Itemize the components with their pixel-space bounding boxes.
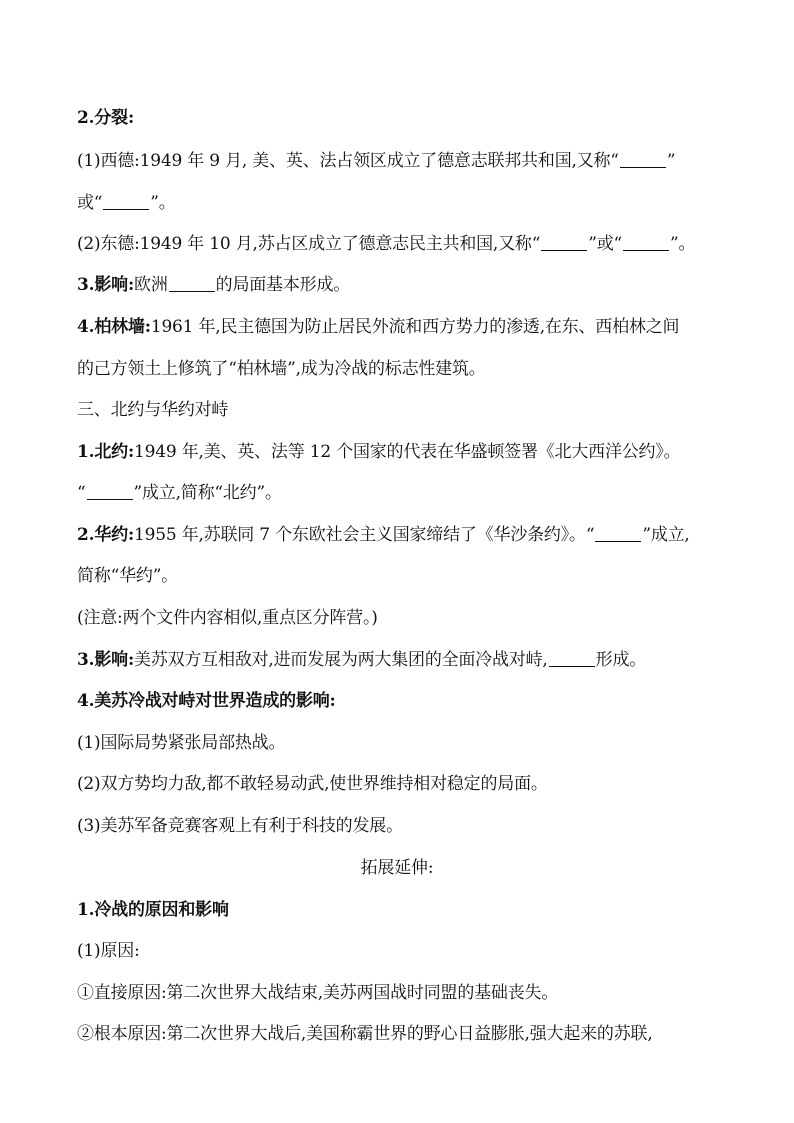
text: 或“ xyxy=(77,193,103,213)
fill-blank xyxy=(87,484,133,500)
heading-world-impact xyxy=(77,689,336,713)
section-heading-nato-warsaw xyxy=(77,398,228,422)
fill-blank xyxy=(549,651,595,667)
label: 3.影响: xyxy=(77,650,135,670)
list-item-3 xyxy=(77,814,403,838)
text: 的局面基本形成。 xyxy=(215,275,351,295)
text: 三、北约与华约对峙 xyxy=(77,400,229,420)
note xyxy=(77,606,378,630)
extension-heading xyxy=(0,856,794,880)
text: ”。 xyxy=(150,193,176,213)
label: 4.柏林墙: xyxy=(77,317,151,337)
text: 形成。 xyxy=(595,650,647,670)
paragraph-west-germany xyxy=(77,149,675,173)
heading-text: 1.冷战的原因和影响 xyxy=(77,900,229,920)
text: (1)国际局势紧张局部热战。 xyxy=(77,733,286,753)
label: 1.北约: xyxy=(77,442,135,462)
paragraph-west-germany-cont xyxy=(77,191,176,215)
text: (2)双方势均力敌,都不敢轻易动武,使世界维持相对稳定的局面。 xyxy=(77,774,548,794)
text: (2)东德:1949 年 10 月,苏占区成立了德意志民主共和国,又称“ xyxy=(77,234,541,254)
fill-blank xyxy=(541,235,587,251)
text: ”或“ xyxy=(588,234,623,254)
text: (注意:两个文件内容相似,重点区分阵营。) xyxy=(77,608,378,628)
text: “ xyxy=(77,483,86,503)
text: 简称“华约”。 xyxy=(77,566,178,586)
fill-blank xyxy=(103,194,149,210)
text: 美苏双方互相敌对,进而发展为两大集团的全面冷战对峙, xyxy=(134,650,548,670)
fill-blank xyxy=(620,152,666,168)
text: 1955 年,苏联同 7 个东欧社会主义国家缔结了《华沙条约》。“ xyxy=(134,525,595,545)
heading-cold-war-causes xyxy=(77,898,229,922)
text: (1)西德:1949 年 9 月, 美、英、法占领区成立了德意志联邦共和国,又称“ xyxy=(77,151,619,171)
paragraph-nato-cont xyxy=(77,481,282,505)
paragraph-nato xyxy=(77,440,680,464)
heading-text: 2.分裂: xyxy=(77,108,135,128)
cause-root xyxy=(77,1022,653,1046)
text: ”。 xyxy=(670,234,696,254)
label: 2.华约: xyxy=(77,525,135,545)
fill-blank xyxy=(595,526,641,542)
paragraph-influence-2 xyxy=(77,648,646,672)
text: 1961 年,民主德国为防止居民外流和西方势力的渗透,在东、西柏林之间 xyxy=(150,317,680,337)
paragraph-influence xyxy=(77,273,350,297)
text: 的己方领土上修筑了“柏林墙”,成为冷战的标志性建筑。 xyxy=(77,359,486,379)
cause-direct xyxy=(77,981,558,1005)
text: ②根本原因:第二次世界大战后,美国称霸世界的野心日益膨胀,强大起来的苏联, xyxy=(77,1024,653,1044)
fill-blank xyxy=(623,235,669,251)
paragraph-berlin-wall-cont xyxy=(77,357,486,381)
text: (1)原因: xyxy=(77,941,140,961)
list-item-2 xyxy=(77,772,548,796)
paragraph-berlin-wall xyxy=(77,315,679,339)
section-heading-split xyxy=(77,106,134,130)
list-item-1 xyxy=(77,731,285,755)
label: 3.影响: xyxy=(77,275,135,295)
text: ”成立,简称“北约”。 xyxy=(133,483,282,503)
text: ” xyxy=(666,151,676,171)
text: 欧洲 xyxy=(134,275,168,295)
text: ”成立, xyxy=(642,525,690,545)
text: 1949 年,美、英、法等 12 个国家的代表在华盛顿签署《北大西洋公约》。 xyxy=(134,442,681,462)
paragraph-warsaw xyxy=(77,523,690,547)
subheading-causes xyxy=(77,939,140,963)
paragraph-warsaw-cont xyxy=(77,564,178,588)
fill-blank xyxy=(169,276,215,292)
text: (3)美苏军备竞赛客观上有利于科技的发展。 xyxy=(77,816,403,836)
paragraph-east-germany xyxy=(77,232,695,256)
text: ①直接原因:第二次世界大战结束,美苏两国战时同盟的基础丧失。 xyxy=(77,983,559,1003)
heading-text: 4.美苏冷战对峙对世界造成的影响: xyxy=(77,691,336,711)
text: 拓展延伸: xyxy=(360,858,434,878)
